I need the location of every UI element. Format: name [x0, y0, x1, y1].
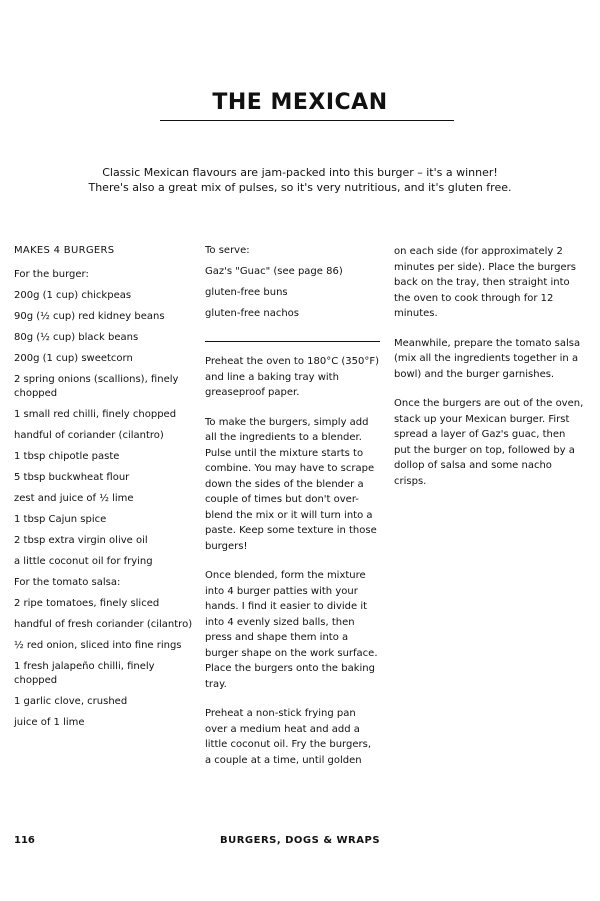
ingredient-item: 2 ripe tomatoes, finely sliced — [14, 598, 160, 609]
ingredient-item: a little coconut oil for frying — [14, 556, 153, 567]
serve-heading: To serve: — [205, 245, 250, 256]
ingredient-item: 1 small red chilli, finely chopped — [14, 409, 177, 420]
method-paragraph: Preheat the oven to 180°C (350°F) and line a baking tray with greaseproof paper. — [205, 356, 380, 398]
method-paragraph: Once blended, form the mixture into 4 burger patties with your hands. I find it easier to divide it into 4 evenly sized balls, then press and shape them into a burger shape on the work surface. Place the burgers onto the baking tray. — [205, 570, 378, 690]
ingredients-column — [14, 244, 194, 737]
ingredient-item: 1 tbsp Cajun spice — [14, 514, 107, 525]
salsa-ingredient-list — [14, 597, 194, 730]
ingredient-item: 2 tbsp extra virgin olive oil — [14, 535, 148, 546]
burger-heading: For the burger: — [14, 269, 89, 280]
title-divider — [160, 120, 454, 121]
section-divider — [205, 341, 380, 342]
method-paragraph: To make the burgers, simply add all the ingredients to a blender. Pulse until the mixture starts to combine. You may have to scrape down the sides of the blender a couple of times but don't over-blend the mix or it will turn into a paste. Keep some texture in those burgers! — [205, 416, 377, 552]
ingredient-item: 5 tbsp buckwheat flour — [14, 472, 130, 483]
ingredient-item: juice of 1 lime — [14, 717, 85, 728]
page-number: 116 — [14, 835, 35, 846]
ingredient-item: zest and juice of ½ lime — [14, 493, 134, 504]
method-paragraph: Once the burgers are out of the oven, stack up your Mexican burger. First spread a layer of Gaz's guac, then put the burger on top, followed by a dollop of salsa and some nacho crisps. — [394, 398, 584, 487]
salsa-heading: For the tomato salsa: — [14, 577, 121, 588]
makes-label: MAKES 4 BURGERS — [14, 245, 115, 256]
serve-method-column — [205, 244, 380, 782]
ingredient-item: 2 spring onions (scallions), finely chopped — [14, 374, 179, 399]
intro-line: Classic Mexican flavours are jam-packed into this burger – it's a winner! — [102, 166, 498, 179]
method-paragraph: Meanwhile, prepare the tomato salsa (mix all the ingredients together in a bowl) and the burger garnishes. — [394, 337, 581, 380]
method-column-3 — [394, 244, 584, 503]
ingredient-item: 1 tbsp chipotle paste — [14, 451, 120, 462]
serve-item: gluten-free buns — [205, 287, 288, 298]
ingredient-item: handful of fresh coriander (cilantro) — [14, 619, 193, 630]
chapter-title: BURGERS, DOGS & WRAPS — [219, 835, 381, 846]
intro-text — [40, 165, 560, 195]
ingredient-item: 90g (½ cup) red kidney beans — [14, 311, 165, 322]
method-steps-col3 — [394, 244, 584, 489]
serve-item: Gaz's "Guac" (see page 86) — [205, 266, 343, 277]
ingredient-item: ½ red onion, sliced into fine rings — [14, 640, 182, 651]
ingredient-item: 200g (1 cup) sweetcorn — [14, 353, 133, 364]
ingredient-item: 1 fresh jalapeño chilli, finely chopped — [14, 661, 155, 686]
ingredient-item: 200g (1 cup) chickpeas — [14, 290, 132, 301]
ingredient-item: 1 garlic clove, crushed — [14, 696, 128, 707]
serve-item: gluten-free nachos — [205, 308, 300, 319]
page-title: THE MEXICAN — [212, 90, 388, 115]
serve-list — [205, 265, 380, 321]
method-paragraph: Preheat a non-stick frying pan over a medium heat and add a little coconut oil. Fry the burgers, a couple at a time, until golden — [205, 708, 371, 766]
ingredient-item: handful of coriander (cilantro) — [14, 430, 164, 441]
ingredient-item: 80g (½ cup) black beans — [14, 332, 139, 343]
intro-line: There's also a great mix of pulses, so it's very nutritious, and it's gluten free. — [88, 181, 512, 194]
burger-ingredient-list — [14, 289, 194, 569]
method-paragraph: on each side (for approximately 2 minutes per side). Place the burgers back on the tray, then straight into the oven to cook through for 12 minutes. — [394, 246, 576, 319]
method-steps-col2 — [205, 354, 380, 768]
